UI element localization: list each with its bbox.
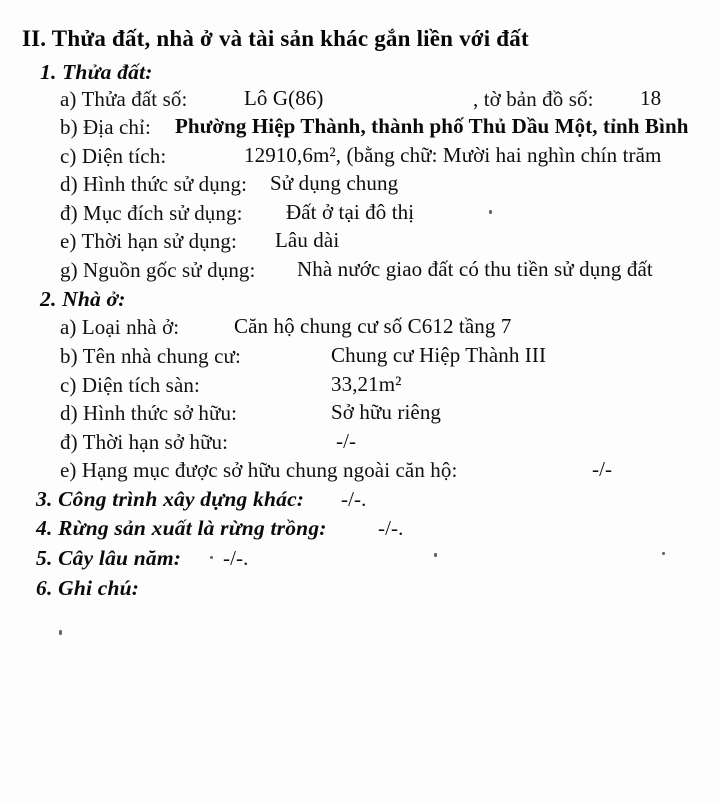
field-value-nguon-goc-su-dung: Nhà nước giao đất có thu tiền sử dụng đất xyxy=(297,257,653,281)
field-label-nguon-goc-su-dung: g) Nguồn gốc sử dụng: xyxy=(60,258,256,282)
field-label-dia-chi: b) Địa chỉ: xyxy=(60,115,151,139)
item-value-cong-trinh-xay-dung-khac: -/-. xyxy=(341,487,367,511)
field-label-to-ban-do-so: , tờ bản đồ số: xyxy=(473,87,594,111)
field-value-hang-muc-so-huu-chung: -/- xyxy=(592,457,613,481)
item-value-rung-san-xuat: -/-. xyxy=(378,516,404,540)
item-label-rung-san-xuat: 4. Rừng sản xuất là rừng trồng: xyxy=(36,516,327,540)
page-title: II. Thửa đất, nhà ở và tài sản khác gắn liền với đất xyxy=(22,26,529,51)
field-label-dien-tich: c) Diện tích: xyxy=(60,144,167,168)
field-value-thoi-han-su-dung: Lâu dài xyxy=(275,228,340,252)
field-value-dien-tich-san: 33,21m² xyxy=(331,372,402,396)
item-label-ghi-chu: 6. Ghi chú: xyxy=(36,576,140,600)
field-label-hinh-thuc-su-dung: d) Hình thức sử dụng: xyxy=(60,172,248,196)
field-label-thoi-han-so-huu: đ) Thời hạn sở hữu: xyxy=(60,430,229,454)
scan-speck xyxy=(489,210,492,214)
item-label-cong-trinh-xay-dung-khac: 3. Công trình xây dựng khác: xyxy=(36,487,305,511)
field-value-dia-chi: Phường Hiệp Thành, thành phố Thủ Dầu Một, tỉnh Bình xyxy=(175,114,689,138)
field-value-thua-dat-so: Lô G(86) xyxy=(244,86,324,110)
section-heading-2: 2. Nhà ở: xyxy=(40,287,126,311)
scan-speck xyxy=(210,556,213,559)
field-label-hinh-thuc-so-huu: d) Hình thức sở hữu: xyxy=(60,401,238,425)
field-value-thoi-han-so-huu: -/- xyxy=(336,429,357,453)
scan-speck xyxy=(59,630,62,635)
field-label-loai-nha-o: a) Loại nhà ở: xyxy=(60,315,180,339)
scan-speck xyxy=(434,553,437,557)
field-value-hinh-thuc-so-huu: Sở hữu riêng xyxy=(331,400,442,424)
field-label-muc-dich-su-dung: đ) Mục đích sử dụng: xyxy=(60,201,243,225)
field-label-hang-muc-so-huu-chung: e) Hạng mục được sở hữu chung ngoài căn hộ: xyxy=(60,458,458,482)
field-value-ten-nha-chung-cu: Chung cư Hiệp Thành III xyxy=(331,343,547,367)
field-label-dien-tich-san: c) Diện tích sàn: xyxy=(60,373,200,397)
field-label-thua-dat-so: a) Thửa đất số: xyxy=(60,87,188,111)
field-label-thoi-han-su-dung: e) Thời hạn sử dụng: xyxy=(60,229,237,253)
field-value-hinh-thuc-su-dung: Sử dụng chung xyxy=(270,171,399,195)
item-label-cay-lau-nam: 5. Cây lâu năm: xyxy=(36,546,182,570)
field-value-muc-dich-su-dung: Đất ở tại đô thị xyxy=(286,200,415,224)
field-value-loai-nha-o: Căn hộ chung cư số C612 tầng 7 xyxy=(234,314,512,338)
field-value-to-ban-do-so: 18 xyxy=(640,86,662,110)
field-label-ten-nha-chung-cu: b) Tên nhà chung cư: xyxy=(60,344,241,368)
scan-speck xyxy=(662,552,665,555)
field-value-dien-tich: 12910,6m², (bằng chữ: Mười hai nghìn chín trăm xyxy=(244,143,662,167)
item-value-cay-lau-nam: -/-. xyxy=(223,546,249,570)
section-heading-1: 1. Thửa đất: xyxy=(40,60,153,84)
